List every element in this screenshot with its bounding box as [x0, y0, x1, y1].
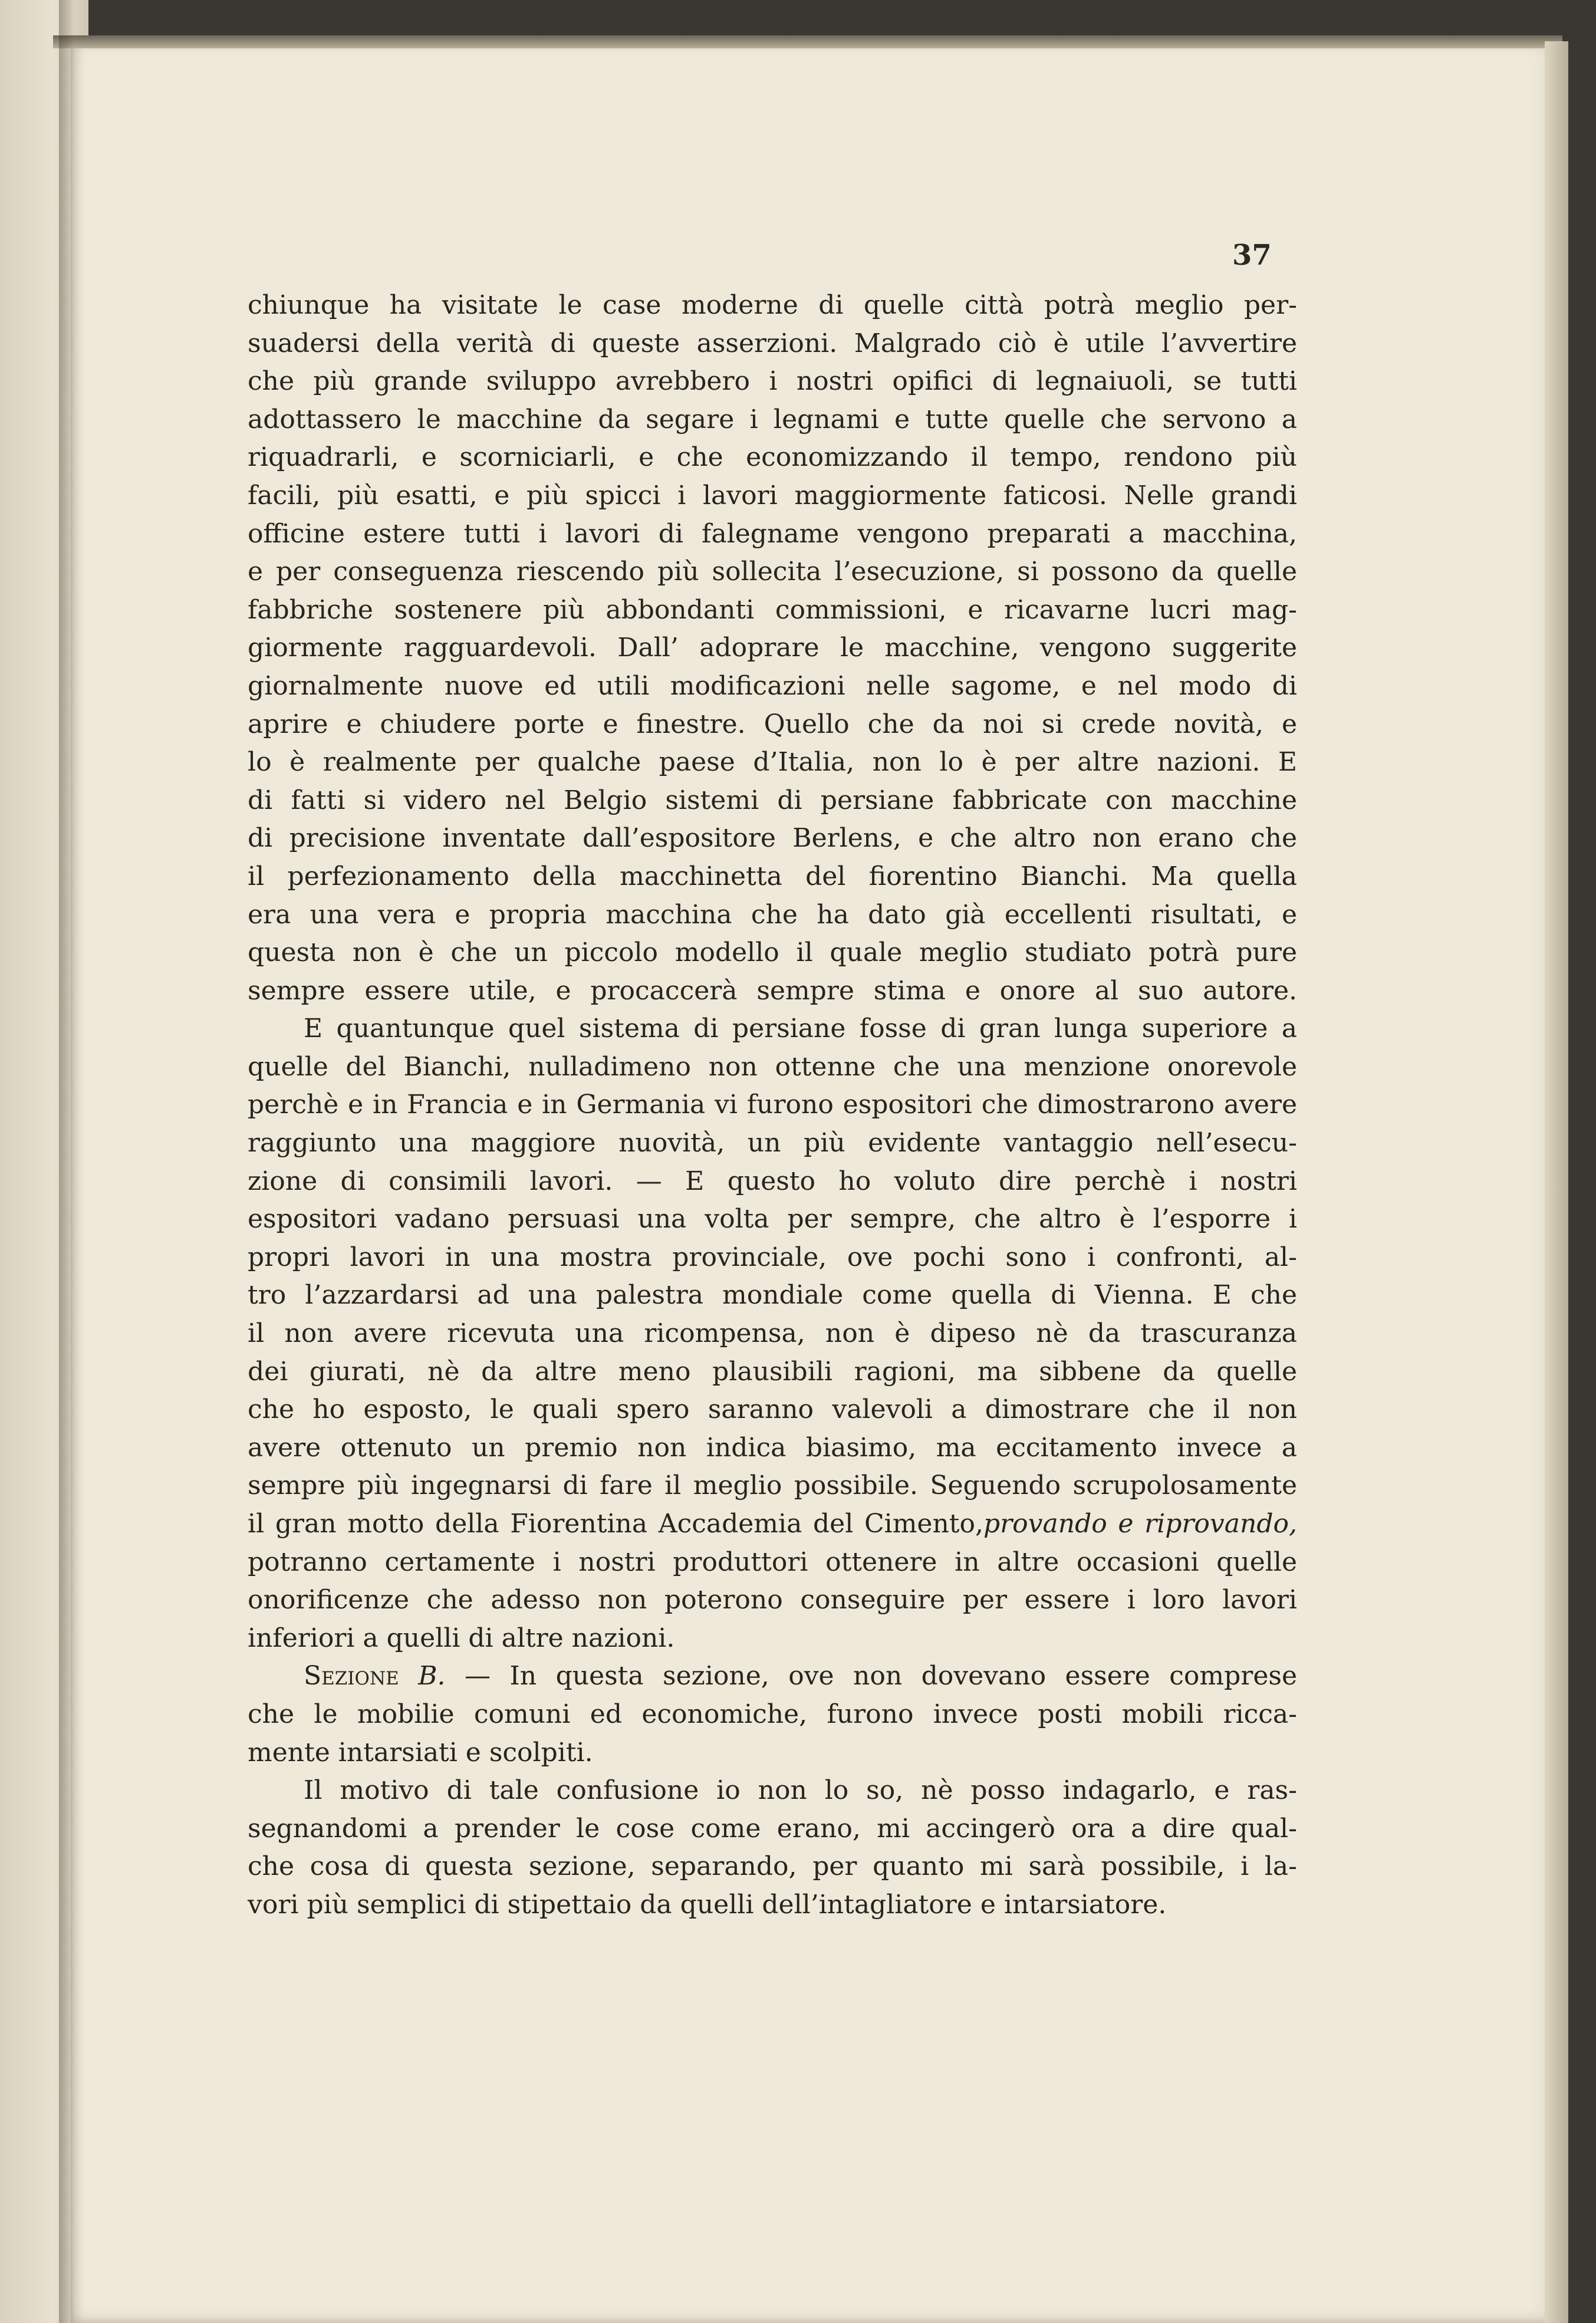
text-line: segnandomi a prender le cose come erano, mi accingerò ora a dire qual- [248, 1813, 1297, 1844]
text-line: Il motivo di tale confusione io non lo so, nè posso indagarlo, e ras- [304, 1775, 1297, 1806]
text-line: il non avere ricevuta una ricompensa, non è dipeso nè da trascuranza [248, 1318, 1297, 1349]
text-line: vori più semplici di stipettaio da quelli dell’intagliatore e intarsiatore. [248, 1889, 1167, 1920]
text-line: giormente ragguardevoli. Dall’ adoprare le macchine, vengono suggerite [248, 633, 1297, 663]
text-line: inferiori a quelli di altre nazioni. [248, 1623, 675, 1653]
text-line: questa non è che un piccolo modello il quale meglio studiato potrà pure [248, 937, 1297, 968]
text-line: dei giurati, nè da altre meno plausibili ragioni, ma sibbene da quelle [248, 1356, 1297, 1387]
text-line: suadersi della verità di queste asserzioni. Malgrado ciò è utile l’avvertire [248, 328, 1297, 358]
text-line: riquadrarli, e scorniciarli, e che economizzando il tempo, rendono più [248, 442, 1297, 473]
book-gutter [59, 0, 74, 2323]
text-line: che ho esposto, le quali spero saranno valevoli a dimostrare che il non [248, 1394, 1297, 1425]
text-line: fabbriche sostenere più abbondanti commissioni, e ricavarne lucri mag- [248, 594, 1297, 625]
text-line: espositori vadano persuasi una volta per sempre, che altro è l’esporre i [248, 1204, 1297, 1235]
page-right-edge [1545, 41, 1568, 2323]
text-line: di fatti si videro nel Belgio sistemi di persiane fabbricate con macchine [248, 785, 1297, 815]
text-line: che più grande sviluppo avrebbero i nostri opifici di legnaiuoli, se tutti [248, 366, 1297, 397]
text-line: facili, più esatti, e più spicci i lavori maggiormente faticosi. Nelle grandi [248, 480, 1297, 511]
text-line: raggiunto una maggiore nuovità, un più evidente vantaggio nell’esecu- [248, 1128, 1297, 1159]
page-number: 37 [1232, 239, 1272, 272]
text-line: tro l’azzardarsi ad una palestra mondiale come quella di Vienna. E che [248, 1280, 1297, 1311]
text-line: che le mobilie comuni ed economiche, furono invece posti mobili ricca- [248, 1699, 1297, 1729]
text-line: E quantunque quel sistema di persiane fosse di gran lunga superiore a [304, 1014, 1297, 1044]
text-line: il perfezionamento della macchinetta del fiorentino Bianchi. Ma quella [248, 861, 1297, 891]
section-label: Sezione [304, 1661, 399, 1692]
text-line: che cosa di questa sezione, separando, per quanto mi sarà possibile, i la- [248, 1851, 1297, 1882]
page-top-strip [53, 35, 1562, 48]
text-line-with-motto [248, 1505, 1297, 1544]
text-line-part: — In questa sezione, ove non dovevano essere comprese [464, 1661, 1298, 1692]
text-line: era una vera e propria macchina che ha dato già eccellenti risultati, e [248, 899, 1297, 930]
text-line: aprire e chiudere porte e finestre. Quello che da noi si crede novità, e [248, 709, 1297, 739]
text-line: e per conseguenza riescendo più sollecita l’esecuzione, si possono da quelle [248, 557, 1297, 587]
text-line: di precisione inventate dall’espositore Berlens, e che altro non erano che [248, 823, 1297, 854]
text-line: propri lavori in una mostra provinciale, ove pochi sono i confronti, al- [248, 1242, 1297, 1272]
text-line: adottassero le macchine da segare i legnami e tutte quelle che servono a [248, 404, 1297, 435]
text-line: chiunque ha visitate le case moderne di quelle città potrà meglio per- [248, 290, 1297, 320]
text-line-part: il gran motto della Fiorentina Accademia del Cimento, [248, 1509, 983, 1539]
text-line: giornalmente nuove ed utili modificazioni nelle sagome, e nel modo di [248, 670, 1297, 701]
text-line: avere ottenuto un premio non indica biasimo, ma eccitamento invece a [248, 1432, 1297, 1463]
motto-italic: provando e riprovando, [983, 1509, 1297, 1539]
text-line: sempre più ingegnarsi di fare il meglio possibile. Seguendo scrupolosamente [248, 1470, 1297, 1501]
text-line: onorificenze che adesso non poterono conseguire per essere i loro lavori [248, 1585, 1297, 1615]
section-letter: B. [418, 1661, 446, 1692]
text-line: officine estere tutti i lavori di falegname vengono preparati a macchina, [248, 518, 1297, 549]
text-line: lo è realmente per qualche paese d’Italia, non lo è per altre nazioni. E [248, 747, 1297, 778]
text-line: perchè e in Francia e in Germania vi furono espositori che dimostrarono avere [248, 1090, 1297, 1120]
body-text [248, 287, 1297, 1924]
text-line: zione di consimili lavori. — E questo ho voluto dire perchè i nostri [248, 1166, 1297, 1196]
text-line: sempre essere utile, e procaccerà sempre stima e onore al suo autore. [248, 975, 1297, 1006]
text-line: quelle del Bianchi, nulladimeno non ottenne che una menzione onorevole [248, 1051, 1297, 1082]
text-line: mente intarsiati e scolpiti. [248, 1737, 593, 1768]
text-line: potranno certamente i nostri produttori ottenere in altre occasioni quelle [248, 1547, 1297, 1577]
section-heading-line [248, 1657, 1297, 1696]
